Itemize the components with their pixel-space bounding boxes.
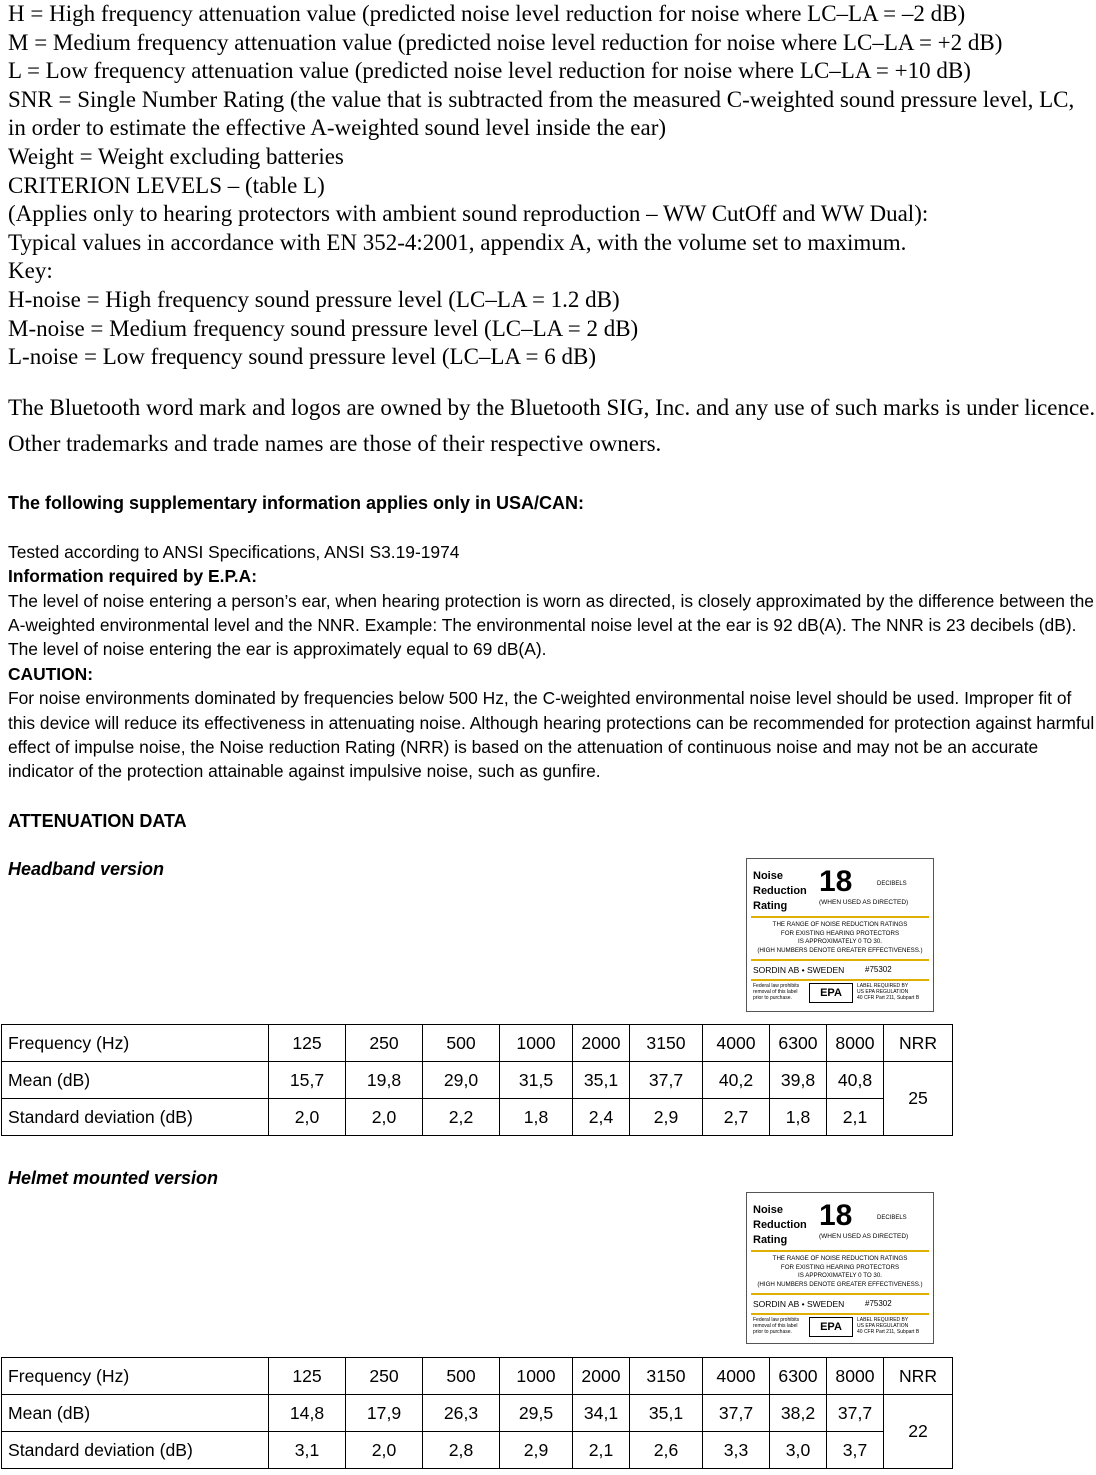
table-cell: 500 [423, 1358, 500, 1395]
table-cell: 2,4 [573, 1099, 630, 1136]
nrr-label-manufacturer: SORDIN AB • SWEDEN [753, 1299, 845, 1309]
table-cell: 4000 [703, 1358, 770, 1395]
nrr-label-model: #75302 [865, 965, 892, 974]
table-cell: 3150 [630, 1025, 703, 1062]
nrr-label-number: 18 [819, 865, 853, 898]
mean-label: Mean (dB) [2, 1062, 269, 1099]
table-cell: 2,0 [269, 1099, 346, 1136]
table-cell: 37,7 [827, 1395, 884, 1432]
table-cell: 1,8 [770, 1099, 827, 1136]
table-cell: 500 [423, 1025, 500, 1062]
table-cell: 125 [269, 1358, 346, 1395]
nrr-value: 22 [884, 1395, 953, 1469]
nrr-label-number: 18 [819, 1199, 853, 1232]
table-cell: 2,1 [573, 1432, 630, 1469]
nrr-label-federal: Federal law prohibits removal of this label prior to purchase. [753, 983, 800, 1001]
table-cell: 1,8 [500, 1099, 573, 1136]
table-cell: 2,1 [827, 1099, 884, 1136]
nrr-label-words: Noise Reduction Rating [753, 870, 807, 912]
headband-attenuation-table [1, 1024, 953, 1136]
table-cell: 2,9 [500, 1432, 573, 1469]
epa-logo-icon: EPA [809, 983, 853, 1003]
table-cell: 2,2 [423, 1099, 500, 1136]
table-cell: 3,3 [703, 1432, 770, 1469]
nrr-header: NRR [884, 1025, 953, 1062]
table-cell: 2,0 [346, 1099, 423, 1136]
nrr-label-helmet [746, 1192, 934, 1344]
nrr-label-unit: DECIBELS [877, 1215, 907, 1221]
table-cell: 2,9 [630, 1099, 703, 1136]
nrr-label-when: (WHEN USED AS DIRECTED) [819, 899, 909, 906]
helmet-title: Helmet mounted version [8, 1168, 219, 1188]
table-cell: 8000 [827, 1025, 884, 1062]
caution-heading: CAUTION: [8, 663, 94, 684]
def-m-noise: M-noise = Medium frequency sound pressure level (LC–LA = 2 dB) [8, 315, 639, 341]
table-cell: 8000 [827, 1358, 884, 1395]
usa-section-title: The following supplementary information applies only in USA/CAN: [8, 492, 585, 513]
def-h-noise: H-noise = High frequency sound pressure level (LC–LA = 1.2 dB) [8, 286, 620, 312]
nrr-label-range: THE RANGE OF NOISE REDUCTION RATINGS FOR EXISTING HEARING PROTECTORS IS APPROXIMATELY 0 TO 30. (HIGH NUMBERS DENOTE GREATER EFFECTIVENESS.) [757, 1255, 923, 1288]
criterion-applies: (Applies only to hearing protectors with ambient sound reproduction – WW CutOff and WW Dual): [8, 201, 929, 227]
nrr-label-range: THE RANGE OF NOISE REDUCTION RATINGS FOR EXISTING HEARING PROTECTORS IS APPROXIMATELY 0 TO 30. (HIGH NUMBERS DENOTE GREATER EFFECTIVENESS.) [757, 921, 923, 954]
nrr-label-when: (WHEN USED AS DIRECTED) [819, 1233, 909, 1240]
table-cell: 29,0 [423, 1062, 500, 1099]
table-cell: 39,8 [770, 1062, 827, 1099]
def-l-noise: L-noise = Low frequency sound pressure level (LC–LA = 6 dB) [8, 344, 597, 370]
table-cell: 38,2 [770, 1395, 827, 1432]
table-cell: 3,7 [827, 1432, 884, 1469]
table-cell: 37,7 [703, 1395, 770, 1432]
nrr-label-model: #75302 [865, 1299, 892, 1308]
criterion-typical: Typical values in accordance with EN 352-4:2001, appendix A, with the volume set to maximum. [8, 229, 907, 255]
table-cell: 31,5 [500, 1062, 573, 1099]
nrr-label-unit: DECIBELS [877, 881, 907, 887]
sd-label: Standard deviation (dB) [2, 1099, 269, 1136]
def-m: M = Medium frequency attenuation value (predicted noise level reduction for noise where LC–LA = +2 dB) [8, 29, 1003, 55]
def-snr: SNR = Single Number Rating (the value that is subtracted from the measured C-weighted sound pressure level, LC, in order to estimate the effective A-weighted sound level inside the ear) [8, 86, 1075, 141]
frequency-header: Frequency (Hz) [2, 1358, 269, 1395]
table-cell: 35,1 [630, 1395, 703, 1432]
key-heading: Key: [8, 258, 53, 284]
nrr-label-required: LABEL REQUIRED BY US EPA REGULATION 40 CFR Part 211, Subpart B [857, 983, 920, 1001]
table-cell: 3,1 [269, 1432, 346, 1469]
table-row [2, 1062, 953, 1099]
criterion-heading: CRITERION LEVELS – (table L) [8, 172, 325, 198]
table-cell: 17,9 [346, 1395, 423, 1432]
table-cell: 26,3 [423, 1395, 500, 1432]
trademark-notice: The Bluetooth word mark and logos are owned by the Bluetooth SIG, Inc. and any use of such marks is under licence. Other trademarks and trade names are those of their respective owners. [8, 394, 1096, 456]
table-cell: 4000 [703, 1025, 770, 1062]
nrr-label-manufacturer: SORDIN AB • SWEDEN [753, 965, 845, 975]
table-cell: 2000 [573, 1025, 630, 1062]
table-cell: 3,0 [770, 1432, 827, 1469]
usa-body [8, 540, 1096, 784]
table-cell: 3150 [630, 1358, 703, 1395]
nrr-label-federal: Federal law prohibits removal of this label prior to purchase. [753, 1317, 800, 1335]
table-cell: 250 [346, 1358, 423, 1395]
table-cell: 34,1 [573, 1395, 630, 1432]
epa-text: The level of noise entering a person’s ear, when hearing protection is worn as directed, is closely approximated by the difference between the A-weighted environmental level and the NNR. Example: The environmental noise level at the ear is 92 dB(A). The NNR is 23 decibels (dB). The level of noise entering the ear is approximately equal to 69 dB(A). [8, 590, 1094, 660]
table-cell: 2,8 [423, 1432, 500, 1469]
document-page [8, 0, 1096, 880]
table-cell: 40,8 [827, 1062, 884, 1099]
tested-statement: Tested according to ANSI Specifications, ANSI S3.19-1974 [8, 541, 460, 562]
table-row [2, 1099, 953, 1136]
caution-text: For noise environments dominated by frequencies below 500 Hz, the C-weighted environmental noise level should be used. Improper fit of this device will reduce its effectiveness in attenuating noise. Although hearing protections can be recommended for protection against harmful effect of impulse noise, the Noise reduction Rating (NRR) is based on the attenuation of continuous noise and may not be an accurate indicator of the protection attainable against impulsive noise, such as gunfire. [8, 688, 1095, 782]
table-cell: 250 [346, 1025, 423, 1062]
frequency-header: Frequency (Hz) [2, 1025, 269, 1062]
table-cell: 29,5 [500, 1395, 573, 1432]
nrr-header: NRR [884, 1358, 953, 1395]
table-row [2, 1395, 953, 1432]
mean-label: Mean (dB) [2, 1395, 269, 1432]
table-cell: 14,8 [269, 1395, 346, 1432]
def-l: L = Low frequency attenuation value (predicted noise level reduction for noise where LC–LA = +10 dB) [8, 58, 971, 84]
nrr-label-required: LABEL REQUIRED BY US EPA REGULATION 40 CFR Part 211, Subpart B [857, 1317, 920, 1335]
nrr-value: 25 [884, 1062, 953, 1136]
nrr-label-headband [746, 858, 934, 1012]
table-cell: 35,1 [573, 1062, 630, 1099]
def-h: H = High frequency attenuation value (predicted noise level reduction for noise where LC–LA = –2 dB) [8, 1, 966, 26]
epa-heading: Information required by E.P.A: [8, 566, 257, 587]
table-cell: 2,0 [346, 1432, 423, 1469]
table-cell: 40,2 [703, 1062, 770, 1099]
table-cell: 19,8 [346, 1062, 423, 1099]
nrr-label-words: Noise Reduction Rating [753, 1204, 807, 1246]
table-cell: 2,7 [703, 1099, 770, 1136]
table-row [2, 1432, 953, 1469]
definitions-block [8, 0, 1096, 462]
def-weight: Weight = Weight excluding batteries [8, 143, 344, 169]
attenuation-title: ATTENUATION DATA [8, 810, 187, 831]
table-cell: 2000 [573, 1358, 630, 1395]
table-row [2, 1358, 953, 1395]
table-cell: 37,7 [630, 1062, 703, 1099]
table-cell: 15,7 [269, 1062, 346, 1099]
table-cell: 1000 [500, 1358, 573, 1395]
table-cell: 2,6 [630, 1432, 703, 1469]
table-cell: 1000 [500, 1025, 573, 1062]
table-row [2, 1025, 953, 1062]
helmet-attenuation-table [1, 1357, 953, 1469]
epa-logo-icon: EPA [809, 1317, 853, 1337]
sd-label: Standard deviation (dB) [2, 1432, 269, 1469]
headband-title: Headband version [8, 858, 165, 879]
table-cell: 125 [269, 1025, 346, 1062]
table-cell: 6300 [770, 1025, 827, 1062]
table-cell: 6300 [770, 1358, 827, 1395]
